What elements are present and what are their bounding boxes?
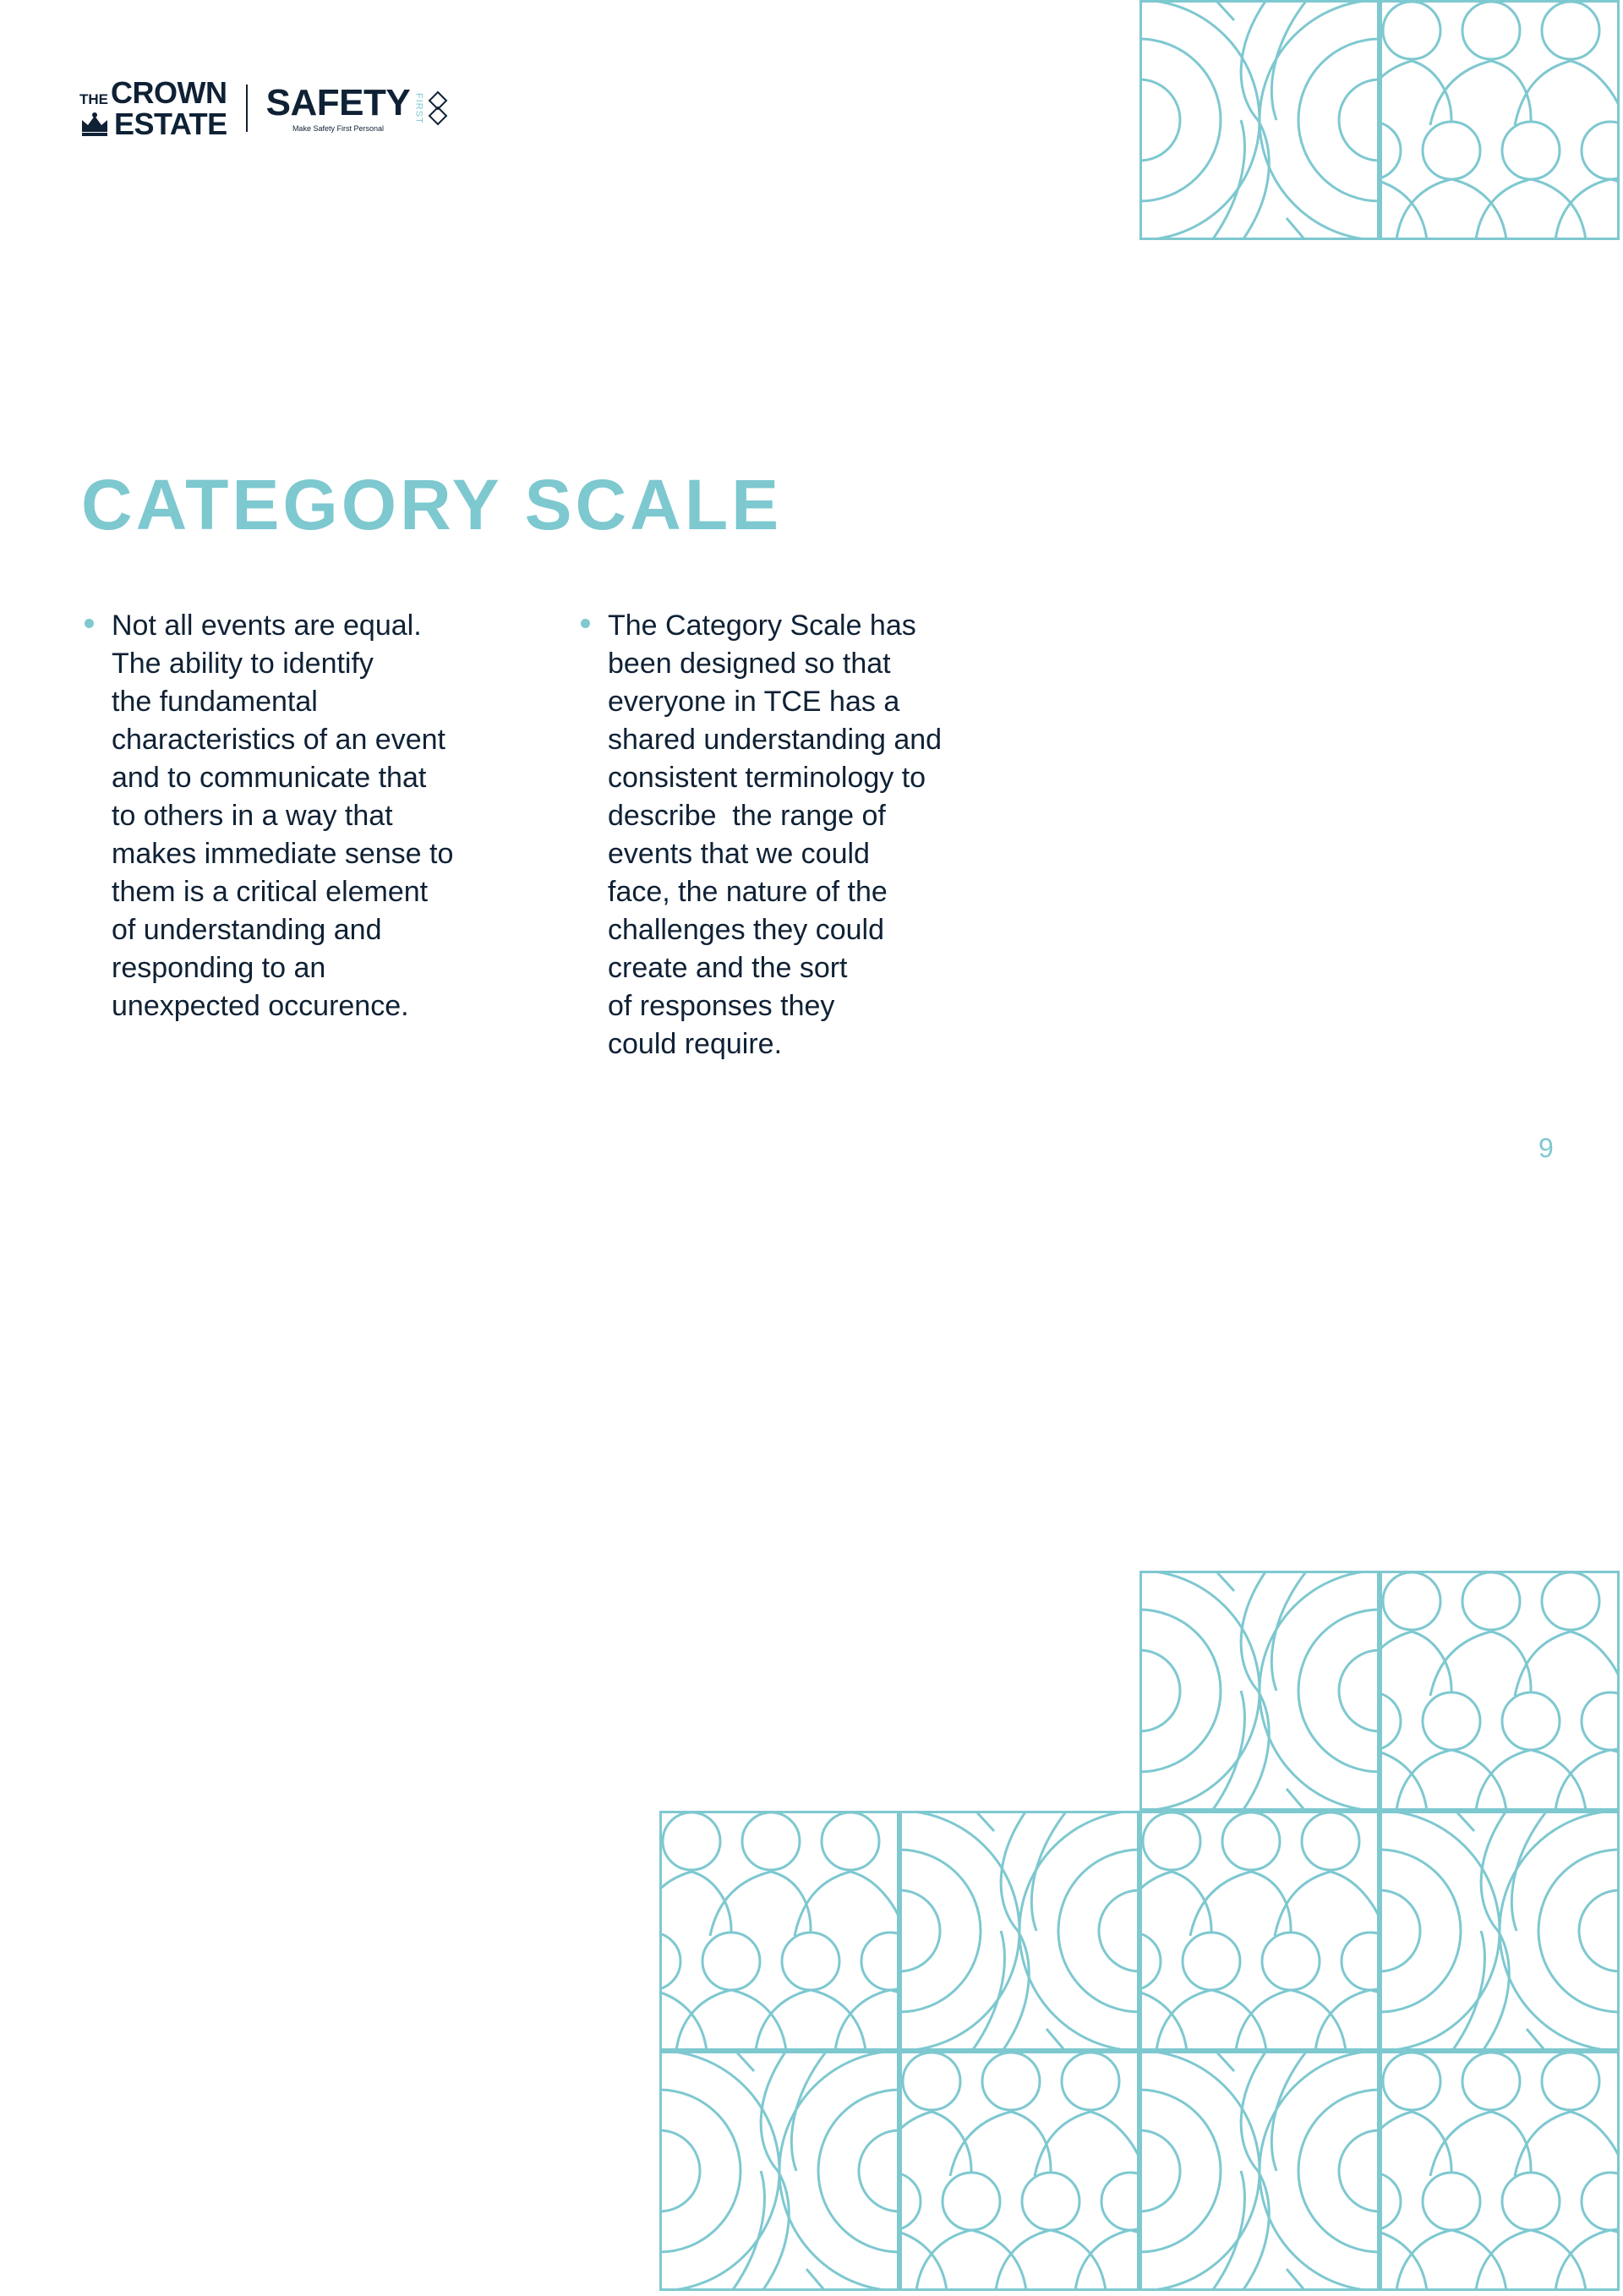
people-pattern-tile	[1380, 1571, 1620, 1811]
page-number: 9	[1538, 1133, 1554, 1163]
bullet-line: been designed so that	[608, 648, 891, 680]
bullet-line: and to communicate that	[112, 762, 427, 794]
bullet-text	[608, 607, 1020, 1063]
people-pattern-tile	[1380, 2051, 1620, 2291]
bullet-line: could require.	[608, 1028, 783, 1060]
arcs-pattern-tile	[899, 1811, 1139, 2051]
bullet-line: The ability to identify	[112, 648, 374, 680]
people-pattern-tile	[1139, 1811, 1380, 2051]
bullet-line: them is a critical element	[112, 876, 429, 908]
arcs-pattern-tile	[1139, 0, 1380, 240]
bullet-line: makes immediate sense to	[112, 838, 454, 870]
logo-divider	[246, 85, 248, 132]
bullet-line: consistent terminology to	[608, 762, 926, 794]
bullet-line: to others in a way that	[112, 800, 393, 832]
safety-mark-icon	[427, 90, 449, 127]
people-pattern-tile	[899, 2051, 1139, 2291]
bullet-line: Not all events are equal.	[112, 610, 422, 642]
crown-estate-logo	[79, 74, 227, 141]
logo-safety: SAFETY	[265, 81, 411, 123]
bullet-line: everyone in TCE has a	[608, 686, 900, 718]
arcs-pattern-tile	[1380, 1811, 1620, 2051]
bullet-line: the fundamental	[112, 686, 318, 718]
arcs-pattern-tile	[1139, 2051, 1380, 2291]
bullet-line: unexpected occurence.	[112, 990, 409, 1022]
header-logo	[79, 74, 449, 142]
people-pattern-tile	[1380, 0, 1620, 240]
arcs-pattern-tile	[1139, 1571, 1380, 1811]
bullet-dot	[581, 619, 590, 628]
bullet-line: events that we could	[608, 838, 870, 870]
bullet-line: responding to an	[112, 952, 326, 984]
logo-estate: ESTATE	[114, 106, 227, 141]
arcs-pattern-tile	[659, 2051, 899, 2291]
logo-the: THE	[79, 90, 108, 107]
logo-first: FIRST	[413, 92, 424, 124]
bullet-line: The Category Scale has	[608, 610, 916, 642]
bullet-line: shared understanding and	[608, 724, 943, 756]
bullet-item	[85, 607, 524, 1025]
logo-tagline: Make Safety First Personal	[292, 123, 384, 133]
crown-icon	[79, 112, 110, 137]
bullet-line: characteristics of an event	[112, 724, 445, 756]
bullet-text	[112, 607, 524, 1025]
people-pattern-tile	[659, 1811, 899, 2051]
bullet-line: describe the range of	[608, 800, 886, 832]
bullet-item	[581, 607, 1020, 1063]
bullet-line: create and the sort	[608, 952, 848, 984]
page-title: CATEGORY SCALE	[81, 465, 783, 544]
bullet-line: of responses they	[608, 990, 835, 1022]
bullet-dot	[85, 619, 94, 628]
bullet-line: challenges they could	[608, 914, 885, 946]
logo-crown: CROWN	[111, 74, 227, 110]
safety-first-logo	[265, 81, 450, 133]
bullet-line: face, the nature of the	[608, 876, 888, 908]
bullet-line: of understanding and	[112, 914, 382, 946]
